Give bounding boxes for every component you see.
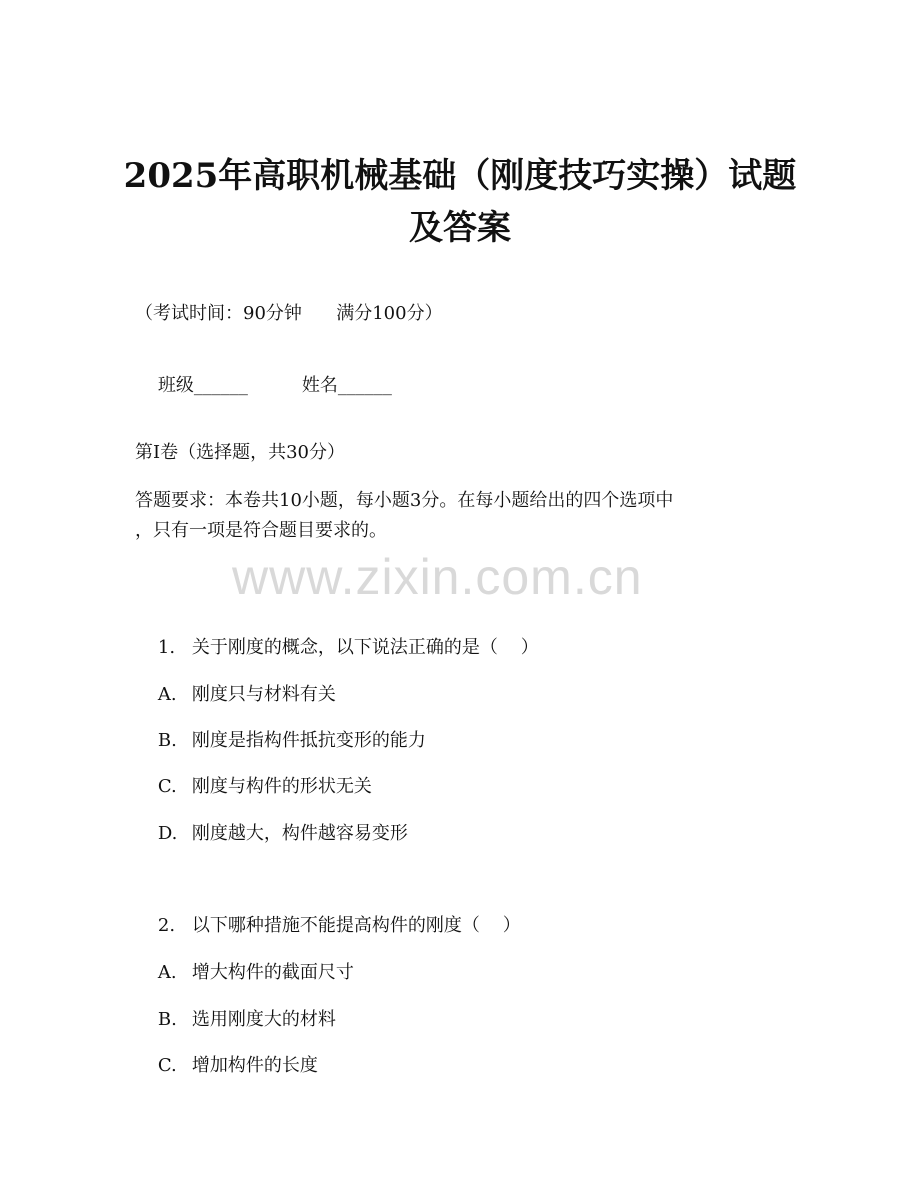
question-1-option-d xyxy=(135,798,408,870)
title-line-1: 2025年高职机械基础（刚度技巧实操）试题 xyxy=(123,156,797,196)
document-title xyxy=(90,150,830,254)
class-field-label: 班级______ xyxy=(157,375,248,396)
question-text: 关于刚度的概念，以下说法正确的是（ ） xyxy=(191,637,539,658)
option-text: 刚度是指构件抵抗变形的能力 xyxy=(191,730,426,751)
title-line-2: 及答案 xyxy=(409,208,511,248)
option-letter: B. xyxy=(157,730,177,751)
option-letter: C. xyxy=(157,1055,177,1076)
option-text: 刚度与构件的形状无关 xyxy=(191,776,372,797)
option-letter: C. xyxy=(157,776,177,797)
instructions-line-2: ，只有一项是符合题目要求的。 xyxy=(135,520,387,541)
option-letter: D. xyxy=(157,823,178,844)
question-number: 2. xyxy=(157,915,176,936)
option-text: 增大构件的截面尺寸 xyxy=(191,962,354,983)
option-letter: A. xyxy=(157,684,177,705)
exam-info: （考试时间：90分钟 满分100分） xyxy=(135,303,443,324)
instructions-line-1: 答题要求：本卷共10小题，每小题3分。在每小题给出的四个选项中 xyxy=(135,490,674,511)
student-fields xyxy=(135,350,392,422)
option-letter: A. xyxy=(157,962,177,983)
question-number: 1. xyxy=(157,637,176,658)
name-field-label: 姓名______ xyxy=(301,375,392,396)
question-text: 以下哪种措施不能提高构件的刚度（ ） xyxy=(191,915,521,936)
option-text: 选用刚度大的材料 xyxy=(191,1009,336,1030)
option-text: 刚度只与材料有关 xyxy=(191,684,336,705)
watermark: www.zixin.com.cn xyxy=(232,549,643,605)
option-text: 增加构件的长度 xyxy=(191,1055,318,1076)
option-letter: B. xyxy=(157,1009,177,1030)
option-text: 刚度越大，构件越容易变形 xyxy=(191,823,408,844)
question-2-option-c xyxy=(135,1030,318,1102)
section-title: 第I卷（选择题，共30分） xyxy=(135,442,346,463)
